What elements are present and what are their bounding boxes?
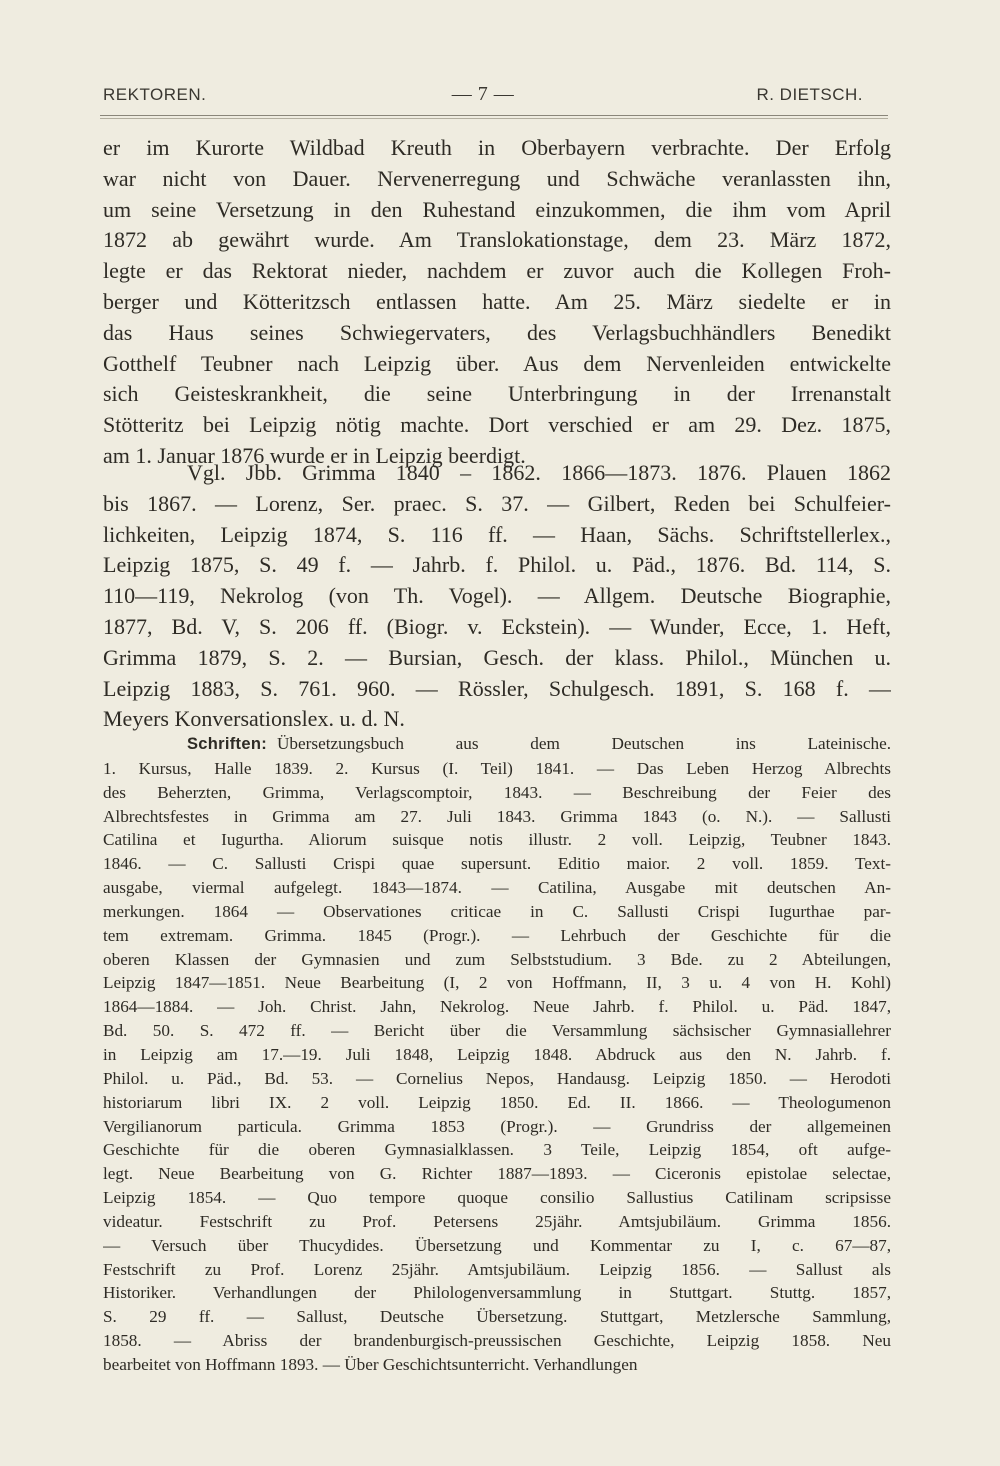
main-paragraph [103,133,891,472]
header-rule [100,115,888,119]
running-head-name: R. DIETSCH. [756,85,863,104]
schriften-first-line [103,732,891,757]
schriften-line: 1. Kursus, Halle 1839. 2. Kursus (I. Teil) 1841. — Das Leben Herzog Albrechts [103,758,891,778]
body-line: das Haus seines Schwiegervaters, des Verlagsbuchhändlers Benedikt [103,319,891,345]
running-head [103,85,863,113]
body-line: berger und Kötteritzsch entlassen hatte. Am 25. März siedelte er in [103,288,891,314]
schriften-line: Vergilianorum particula. Grimma 1853 (Progr.). — Grundriss der allgemeinen [103,1116,891,1136]
schriften-label: Schriften: [187,735,268,753]
schriften-line: Philol. u. Päd., Bd. 53. — Cornelius Nepos, Handausg. Leipzig 1850. — Herodoti [103,1068,891,1088]
schriften-line: ausgabe, viermal aufgelegt. 1843—1874. — Catilina, Ausgabe mit deutschen An- [103,878,891,898]
page-number: — 7 — [451,83,515,105]
references-paragraph [103,458,891,735]
schriften-first-text: Übersetzungsbuch aus dem Deutschen ins Lateinische. [277,734,891,753]
body-line: war nicht von Dauer. Nervenerregung und Schwäche veranlassten ihn, [103,165,891,191]
schriften-line: Historiker. Verhandlungen der Philologenversammlung in Stuttgart. Stuttg. 1857, [103,1283,891,1303]
body-line: Stötteritz bei Leipzig nötig machte. Dort verschied er am 29. Dez. 1875, [103,412,891,438]
schriften-line: des Beherzten, Grimma, Verlagscomptoir, 1843. — Beschreibung der Feier des [103,782,891,802]
body-line: am 1. Januar 1876 wurde er in Leipzig beerdigt. [103,442,526,468]
schriften-line: Geschichte für die oberen Gymnasialklassen. 3 Teile, Leipzig 1854, oft aufge- [103,1140,891,1160]
body-line: sich Geisteskrankheit, die seine Unterbringung in der Irrenanstalt [103,381,891,407]
body-line: legte er das Rektorat nieder, nachdem er zuvor auch die Kollegen Froh- [103,258,891,284]
body-line: er im Kurorte Wildbad Kreuth in Oberbayern verbrachte. Der Erfolg [103,135,891,160]
schriften-line: Festschrift zu Prof. Lorenz 25jähr. Amtsjubiläum. Leipzig 1856. — Sallust als [103,1259,891,1279]
reference-line: Leipzig 1883, S. 761. 960. — Rössler, Schulgesch. 1891, S. 168 f. — [103,675,891,701]
schriften-line: Bd. 50. S. 472 ff. — Bericht über die Versammlung sächsischer Gymnasiallehrer [103,1021,891,1041]
schriften-line: Albrechtsfestes in Grimma am 27. Juli 1843. Grimma 1843 (o. N.). — Sallusti [103,806,891,826]
body-line: Gotthelf Teubner nach Leipzig über. Aus dem Nervenleiden entwickelte [103,350,891,376]
schriften-line: videatur. Festschrift zu Prof. Petersens 25jähr. Amtsjubiläum. Grimma 1856. [103,1211,891,1231]
schriften-line: merkungen. 1864 — Observationes criticae in C. Sallusti Crispi Iugurthae par- [103,901,891,921]
schriften-line: in Leipzig am 17.—19. Juli 1848, Leipzig 1848. Abdruck aus den N. Jahrb. f. [103,1044,891,1064]
reference-line: bis 1867. — Lorenz, Ser. praec. S. 37. — Gilbert, Reden bei Schulfeier- [103,490,891,516]
schriften-line: Leipzig 1854. — Quo tempore quoque consilio Sallustius Catilinam scripsisse [103,1188,891,1208]
body-line: 1872 ab gewährt wurde. Am Translokationstage, dem 23. März 1872, [103,227,891,253]
schriften-line: tem extremam. Grimma. 1845 (Progr.). — Lehrbuch der Geschichte für die [103,925,891,945]
reference-line: Vgl. Jbb. Grimma 1840 – 1862. 1866—1873. 1876. Plauen 1862 [187,460,891,485]
schriften-line: bearbeitet von Hoffmann 1893. — Über Geschichtsunterricht. Verhandlungen [103,1354,638,1374]
schriften-line: Catilina et Iugurtha. Aliorum suisque notis illustr. 2 voll. Leipzig, Teubner 1843. [103,830,891,850]
schriften-line: Leipzig 1847—1851. Neue Bearbeitung (I, 2 von Hoffmann, II, 3 u. 4 von H. Kohl) [103,973,891,993]
schriften-line: historiarum libri IX. 2 voll. Leipzig 1850. Ed. II. 1866. — Theologumenon [103,1092,891,1112]
schriften-line: — Versuch über Thucydides. Übersetzung und Kommentar zu I, c. 67—87, [103,1235,891,1255]
body-line: um seine Versetzung in den Ruhestand einzukommen, die ihm vom April [103,196,891,222]
schriften-line: oberen Klassen der Gymnasien und zum Selbststudium. 3 Bde. zu 2 Abteilungen, [103,949,891,969]
reference-line: 1877, Bd. V, S. 206 ff. (Biogr. v. Eckstein). — Wunder, Ecce, 1. Heft, [103,613,891,639]
reference-line: lichkeiten, Leipzig 1874, S. 116 ff. — Haan, Sächs. Schriftstellerlex., [103,521,891,547]
schriften-line: legt. Neue Bearbeitung von G. Richter 1887—1893. — Ciceronis epistolae selectae, [103,1164,891,1184]
schriften-line: 1858. — Abriss der brandenburgisch-preussischen Geschichte, Leipzig 1858. Neu [103,1331,891,1351]
running-head-section: REKTOREN. [103,85,207,104]
schriften-line: 1864—1884. — Joh. Christ. Jahn, Nekrolog. Neue Jahrb. f. Philol. u. Päd. 1847, [103,997,891,1017]
reference-line: Grimma 1879, S. 2. — Bursian, Gesch. der klass. Philol., München u. [103,644,891,670]
schriften-section [103,732,891,1377]
reference-line: 110—119, Nekrolog (von Th. Vogel). — Allgem. Deutsche Biographie, [103,583,891,609]
schriften-line: S. 29 ff. — Sallust, Deutsche Übersetzung. Stuttgart, Metzlersche Sammlung, [103,1307,891,1327]
schriften-line: 1846. — C. Sallusti Crispi quae supersunt. Editio maior. 2 voll. 1859. Text- [103,854,891,874]
reference-line: Meyers Konversationslex. u. d. N. [103,706,405,732]
reference-line: Leipzig 1875, S. 49 f. — Jahrb. f. Philol. u. Päd., 1876. Bd. 114, S. [103,552,891,578]
